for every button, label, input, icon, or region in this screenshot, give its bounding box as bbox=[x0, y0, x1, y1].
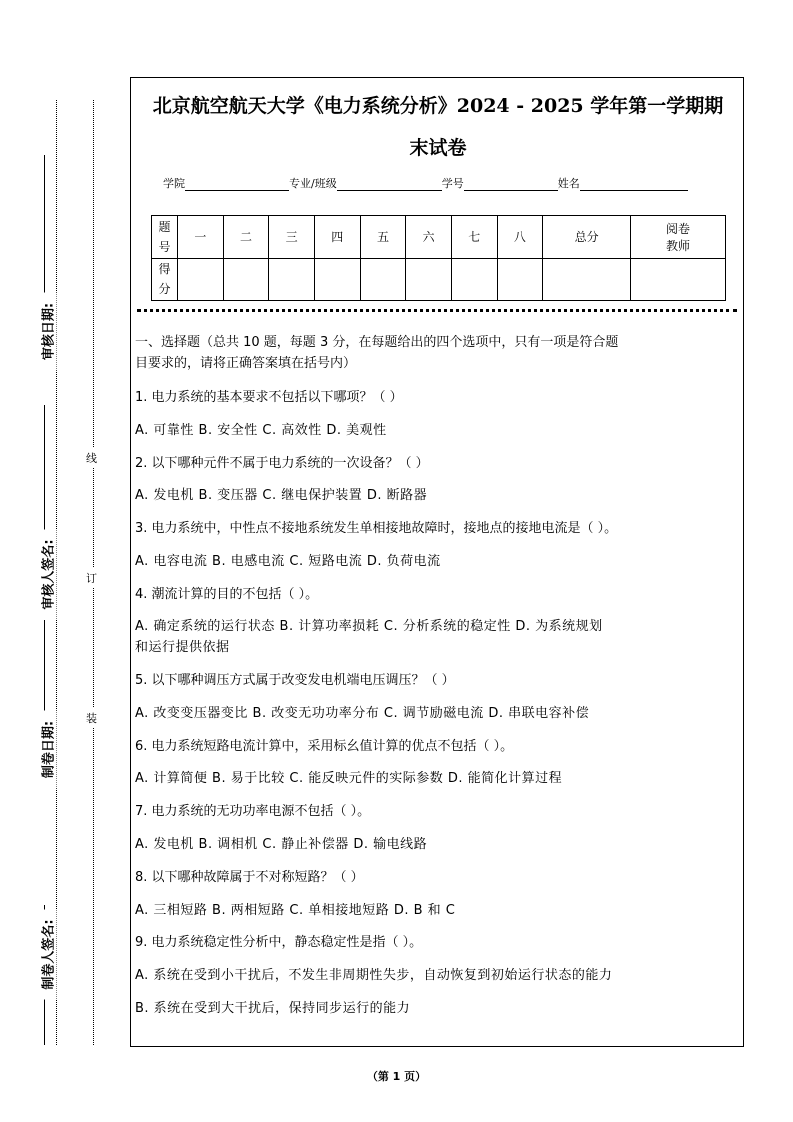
col-header-7: 七 bbox=[451, 216, 497, 259]
reviewer-date-label: 审核日期: bbox=[38, 293, 57, 371]
reviewer-signature-line bbox=[44, 405, 45, 545]
question-6: 6. 电力系统短路电流计算中，采用标幺值计算的优点不包括（ ）。 bbox=[135, 739, 514, 754]
score-cell-reviewer[interactable] bbox=[631, 258, 726, 301]
question-6-options: A. 计算简便 B. 易于比较 C. 能反映元件的实际参数 D. 能简化计算过程 bbox=[135, 771, 563, 786]
section-heading-line2: 目要求的，请将正确答案填在括号内） bbox=[135, 356, 357, 371]
name-label: 姓名 bbox=[557, 177, 580, 190]
question-7-options: A. 发电机 B. 调相机 C. 静止补偿器 D. 输电线路 bbox=[135, 837, 428, 852]
exam-title-line1: 北京航空航天大学《电力系统分析》2024 - 2025 学年第一学期期 bbox=[152, 95, 724, 117]
major-class-field[interactable] bbox=[337, 178, 442, 191]
col-header-5: 五 bbox=[360, 216, 406, 259]
question-8-options: A. 三相短路 B. 两相短路 C. 单相接地短路 D. B 和 C bbox=[135, 903, 456, 918]
col-header-8: 八 bbox=[497, 216, 543, 259]
student-id-field[interactable] bbox=[464, 178, 558, 191]
score-cell-5[interactable] bbox=[360, 258, 406, 301]
score-cell-6[interactable] bbox=[406, 258, 452, 301]
question-9-option-b: B. 系统在受到大干扰后，保持同步运行的能力 bbox=[135, 1001, 411, 1016]
question-9-option-a: A. 系统在受到小干扰后，不发生非周期性失步，自动恢复到初始运行状态的能力 bbox=[135, 968, 613, 983]
col-header-3: 三 bbox=[269, 216, 315, 259]
question-4: 4. 潮流计算的目的不包括（ ）。 bbox=[135, 587, 319, 602]
score-cell-1[interactable] bbox=[178, 258, 224, 301]
question-9: 9. 电力系统稳定性分析中，静态稳定性是指（ ）。 bbox=[135, 935, 423, 950]
binding-word-bind: 装 bbox=[86, 708, 97, 728]
maker-signature-label: 制卷人签名: bbox=[38, 910, 57, 1000]
question-3: 3. 电力系统中，中性点不接地系统发生单相接地故障时，接地点的接地电流是（ ）。 bbox=[135, 521, 618, 536]
col-header-reviewer: 阅卷 教师 bbox=[631, 216, 726, 259]
question-8: 8. 以下哪种故障属于不对称短路？（ ） bbox=[135, 870, 364, 885]
student-info-row bbox=[163, 175, 688, 191]
college-label: 学院 bbox=[163, 177, 185, 190]
question-4-options-line1: A. 确定系统的运行状态 B. 计算功率损耗 C. 分析系统的稳定性 D. 为系统规划 bbox=[135, 619, 603, 634]
score-table-header-row bbox=[152, 216, 726, 259]
reviewer-date-line bbox=[44, 155, 45, 295]
question-5: 5. 以下哪种调压方式属于改变发电机端电压调压？（ ） bbox=[135, 673, 455, 688]
score-cell-4[interactable] bbox=[314, 258, 360, 301]
score-cell-8[interactable] bbox=[497, 258, 543, 301]
reviewer-signature-label: 审核人签名: bbox=[38, 530, 57, 620]
major-class-label: 专业/班级 bbox=[289, 177, 337, 190]
exam-title-line2: 末试卷 bbox=[409, 137, 467, 159]
page-number: （第 1 页） bbox=[366, 1070, 427, 1083]
score-cell-2[interactable] bbox=[223, 258, 269, 301]
section-heading-line1: 一、选择题（总共 10 题，每题 3 分，在每题给出的四个选项中，只有一项是符合题 bbox=[135, 335, 619, 350]
college-field[interactable] bbox=[185, 178, 289, 191]
col-header-4: 四 bbox=[314, 216, 360, 259]
question-3-options: A. 电容电流 B. 电感电流 C. 短路电流 D. 负荷电流 bbox=[135, 554, 441, 569]
name-field[interactable] bbox=[580, 178, 688, 191]
col-header-6: 六 bbox=[406, 216, 452, 259]
student-id-label: 学号 bbox=[441, 177, 464, 190]
question-2: 2. 以下哪种元件不属于电力系统的一次设备？（ ） bbox=[135, 456, 429, 471]
question-2-options: A. 发电机 B. 变压器 C. 继电保护装置 D. 断路器 bbox=[135, 488, 428, 503]
question-1-options: A. 可靠性 B. 安全性 C. 高效性 D. 美观性 bbox=[135, 423, 387, 438]
score-cell-total[interactable] bbox=[543, 258, 631, 301]
col-header-2: 二 bbox=[223, 216, 269, 259]
question-number-label: 题 号 bbox=[152, 216, 178, 259]
question-7: 7. 电力系统的无功功率电源不包括（ ）。 bbox=[135, 804, 371, 819]
question-5-options: A. 改变变压器变比 B. 改变无功功率分布 C. 调节励磁电流 D. 串联电容补偿 bbox=[135, 706, 590, 721]
question-1: 1. 电力系统的基本要求不包括以下哪项？（ ） bbox=[135, 390, 403, 405]
section-separator bbox=[137, 309, 737, 312]
score-table-score-row bbox=[152, 258, 726, 301]
score-cell-3[interactable] bbox=[269, 258, 315, 301]
binding-word-staple: 订 bbox=[86, 568, 97, 588]
col-header-total: 总分 bbox=[543, 216, 631, 259]
score-table bbox=[151, 215, 726, 301]
question-4-options-line2: 和运行提供依据 bbox=[135, 640, 230, 655]
score-label: 得 分 bbox=[152, 258, 178, 301]
maker-date-label: 制卷日期: bbox=[38, 711, 57, 789]
exam-frame bbox=[130, 77, 744, 1047]
score-cell-7[interactable] bbox=[451, 258, 497, 301]
binding-word-line: 线 bbox=[86, 448, 97, 468]
col-header-1: 一 bbox=[178, 216, 224, 259]
